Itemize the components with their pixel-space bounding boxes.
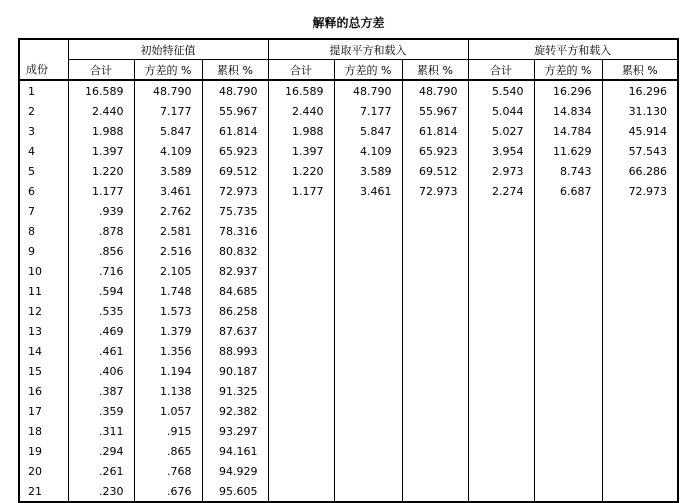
table-cell — [468, 221, 534, 241]
table-cell: .261 — [68, 461, 134, 481]
component-number: 11 — [28, 284, 42, 298]
table-cell — [268, 481, 334, 502]
table-cell — [334, 241, 402, 261]
table-cell — [534, 321, 602, 341]
table-cell: 2.516 — [134, 241, 202, 261]
table-cell — [268, 441, 334, 461]
table-cell — [402, 401, 468, 421]
table-cell — [534, 421, 602, 441]
table-cell — [402, 481, 468, 502]
group-header-rotation-loadings: 旋转平方和载入 — [468, 39, 678, 60]
table-cell — [602, 481, 678, 502]
table-cell — [468, 261, 534, 281]
table-cell: .294 — [68, 441, 134, 461]
component-number: 3 — [28, 124, 35, 138]
table-row — [19, 281, 678, 301]
table-cell: .311 — [68, 421, 134, 441]
table-cell: .856 — [68, 241, 134, 261]
table-cell: 5.027 — [468, 121, 534, 141]
table-cell — [268, 421, 334, 441]
table-cell — [402, 381, 468, 401]
table-cell — [468, 241, 534, 261]
table-cell — [334, 481, 402, 502]
table-cell — [468, 381, 534, 401]
table-cell — [534, 361, 602, 381]
component-number: 2 — [28, 104, 35, 118]
table-cell — [602, 321, 678, 341]
table-cell — [534, 261, 602, 281]
table-cell — [268, 401, 334, 421]
table-cell — [402, 281, 468, 301]
table-cell: 92.382 — [202, 401, 268, 421]
table-cell: 6.687 — [534, 181, 602, 201]
table-cell: 1.138 — [134, 381, 202, 401]
table-cell: 5.847 — [334, 121, 402, 141]
component-number: 1 — [28, 84, 35, 98]
table-cell — [468, 461, 534, 481]
table-cell — [468, 341, 534, 361]
table-cell: .878 — [68, 221, 134, 241]
table-row — [19, 201, 678, 221]
component-number: 10 — [28, 264, 42, 278]
component-number: 18 — [28, 424, 42, 438]
table-cell: 69.512 — [202, 161, 268, 181]
table-cell — [468, 301, 534, 321]
table-cell — [602, 341, 678, 361]
table-cell: 1.748 — [134, 281, 202, 301]
table-cell: 86.258 — [202, 301, 268, 321]
component-number: 5 — [28, 164, 35, 178]
component-number: 13 — [28, 324, 42, 338]
table-cell — [402, 461, 468, 481]
table-cell: 94.161 — [202, 441, 268, 461]
table-cell: 94.929 — [202, 461, 268, 481]
table-cell — [534, 461, 602, 481]
table-cell — [468, 361, 534, 381]
component-number: 21 — [28, 484, 42, 498]
table-cell — [268, 241, 334, 261]
table-cell: 1.194 — [134, 361, 202, 381]
table-cell — [402, 421, 468, 441]
table-cell — [268, 281, 334, 301]
table-cell — [602, 201, 678, 221]
table-cell: 45.914 — [602, 121, 678, 141]
table-row — [19, 481, 678, 502]
table-row — [19, 241, 678, 261]
table-cell: 5.847 — [134, 121, 202, 141]
table-cell: 1.220 — [68, 161, 134, 181]
table-cell: 2.440 — [68, 101, 134, 121]
table-cell — [534, 341, 602, 361]
col-header-cumulative-pct: 累积 % — [202, 60, 268, 81]
table-row — [19, 321, 678, 341]
table-cell: 66.286 — [602, 161, 678, 181]
col-header-variance-pct: 方差的 % — [334, 60, 402, 81]
table-cell — [268, 321, 334, 341]
table-cell: 84.685 — [202, 281, 268, 301]
table-cell — [602, 381, 678, 401]
table-cell — [268, 381, 334, 401]
table-cell — [602, 421, 678, 441]
table-cell: 14.784 — [534, 121, 602, 141]
table-cell: 1.177 — [268, 181, 334, 201]
col-header-total: 合计 — [268, 60, 334, 81]
table-cell: 7.177 — [134, 101, 202, 121]
table-cell: 3.589 — [334, 161, 402, 181]
table-cell — [334, 361, 402, 381]
table-cell — [602, 281, 678, 301]
table-cell: 7.177 — [334, 101, 402, 121]
component-number: 17 — [28, 404, 42, 418]
component-number: 16 — [28, 384, 42, 398]
table-cell: 88.993 — [202, 341, 268, 361]
total-variance-table — [18, 38, 679, 503]
table-cell: 69.512 — [402, 161, 468, 181]
table-cell — [534, 381, 602, 401]
table-cell: .359 — [68, 401, 134, 421]
component-number: 6 — [28, 184, 35, 198]
table-cell: 78.316 — [202, 221, 268, 241]
table-cell: 16.296 — [534, 80, 602, 101]
table-cell: .535 — [68, 301, 134, 321]
table-cell — [334, 401, 402, 421]
table-cell: 14.834 — [534, 101, 602, 121]
table-cell: 3.954 — [468, 141, 534, 161]
table-cell — [334, 281, 402, 301]
table-cell — [534, 281, 602, 301]
table-row — [19, 181, 678, 201]
table-cell — [268, 461, 334, 481]
table-cell — [468, 441, 534, 461]
table-cell: 4.109 — [334, 141, 402, 161]
table-cell — [602, 461, 678, 481]
component-number: 9 — [28, 244, 35, 258]
table-cell — [268, 261, 334, 281]
table-cell: 61.814 — [202, 121, 268, 141]
col-header-cumulative-pct: 累积 % — [602, 60, 678, 81]
table-cell — [334, 381, 402, 401]
table-body — [19, 80, 678, 502]
table-cell: 1.356 — [134, 341, 202, 361]
table-title: 解释的总方差 — [312, 16, 385, 30]
table-cell — [402, 441, 468, 461]
table-cell: 1.397 — [68, 141, 134, 161]
table-cell: 4.109 — [134, 141, 202, 161]
table-cell: 2.581 — [134, 221, 202, 241]
table-row — [19, 301, 678, 321]
table-row — [19, 421, 678, 441]
table-row — [19, 361, 678, 381]
table-cell — [402, 221, 468, 241]
table-cell: 90.187 — [202, 361, 268, 381]
table-cell: 5.540 — [468, 80, 534, 101]
table-cell: 1.379 — [134, 321, 202, 341]
table-cell: 3.589 — [134, 161, 202, 181]
table-cell — [402, 261, 468, 281]
table-cell: 48.790 — [402, 80, 468, 101]
table-cell — [402, 241, 468, 261]
table-cell — [468, 421, 534, 441]
col-header-cumulative-pct: 累积 % — [402, 60, 468, 81]
table-cell: 16.589 — [268, 80, 334, 101]
table-cell — [534, 241, 602, 261]
table-cell — [534, 481, 602, 502]
table-cell: .461 — [68, 341, 134, 361]
table-cell — [534, 441, 602, 461]
component-number: 14 — [28, 344, 42, 358]
table-cell — [534, 401, 602, 421]
table-cell: 91.325 — [202, 381, 268, 401]
table-cell — [334, 441, 402, 461]
table-cell: 31.130 — [602, 101, 678, 121]
table-cell: 55.967 — [402, 101, 468, 121]
table-cell: 5.044 — [468, 101, 534, 121]
table-cell: 1.177 — [68, 181, 134, 201]
table-cell: 55.967 — [202, 101, 268, 121]
table-cell — [468, 321, 534, 341]
table-cell — [334, 321, 402, 341]
table-cell — [402, 341, 468, 361]
table-cell: 80.832 — [202, 241, 268, 261]
table-cell — [268, 301, 334, 321]
table-cell: 72.973 — [602, 181, 678, 201]
table-cell — [534, 221, 602, 241]
table-row — [19, 161, 678, 181]
table-cell — [602, 261, 678, 281]
table-cell: .939 — [68, 201, 134, 221]
table-cell — [268, 221, 334, 241]
group-header-initial-eigenvalues: 初始特征值 — [68, 39, 268, 60]
table-cell — [602, 241, 678, 261]
table-row — [19, 80, 678, 101]
table-cell: 48.790 — [134, 80, 202, 101]
table-row — [19, 401, 678, 421]
table-cell — [334, 201, 402, 221]
table-cell: 87.637 — [202, 321, 268, 341]
table-cell: .768 — [134, 461, 202, 481]
table-row — [19, 121, 678, 141]
table-cell: 93.297 — [202, 421, 268, 441]
table-cell: .594 — [68, 281, 134, 301]
table-cell: 72.973 — [402, 181, 468, 201]
table-cell — [334, 301, 402, 321]
table-cell: .387 — [68, 381, 134, 401]
component-header: 成份 — [19, 39, 68, 80]
table-cell: 2.762 — [134, 201, 202, 221]
table-cell: 1.220 — [268, 161, 334, 181]
table-cell: 48.790 — [202, 80, 268, 101]
table-cell — [402, 361, 468, 381]
table-cell — [268, 361, 334, 381]
table-cell — [468, 201, 534, 221]
table-cell: 95.605 — [202, 481, 268, 502]
table-cell: 1.988 — [268, 121, 334, 141]
table-cell: 82.937 — [202, 261, 268, 281]
table-cell: .915 — [134, 421, 202, 441]
component-number: 12 — [28, 304, 42, 318]
table-cell — [602, 221, 678, 241]
table-cell: 11.629 — [534, 141, 602, 161]
table-cell — [602, 301, 678, 321]
table-cell: .716 — [68, 261, 134, 281]
table-cell — [402, 321, 468, 341]
table-cell: .865 — [134, 441, 202, 461]
table-cell: 1.573 — [134, 301, 202, 321]
table-cell: 2.973 — [468, 161, 534, 181]
table-cell: 2.274 — [468, 181, 534, 201]
component-number: 8 — [28, 224, 35, 238]
col-header-variance-pct: 方差的 % — [534, 60, 602, 81]
table-row — [19, 461, 678, 481]
table-cell: .230 — [68, 481, 134, 502]
table-cell — [334, 341, 402, 361]
table-cell: 3.461 — [134, 181, 202, 201]
component-number: 19 — [28, 444, 42, 458]
table-cell: 2.440 — [268, 101, 334, 121]
table-cell — [602, 401, 678, 421]
table-cell: 57.543 — [602, 141, 678, 161]
table-cell: 48.790 — [334, 80, 402, 101]
table-cell — [402, 301, 468, 321]
table-cell — [334, 461, 402, 481]
table-row — [19, 341, 678, 361]
table-cell — [468, 281, 534, 301]
table-cell — [468, 481, 534, 502]
table-cell: 2.105 — [134, 261, 202, 281]
table-row — [19, 141, 678, 161]
table-row — [19, 381, 678, 401]
table-cell: 1.057 — [134, 401, 202, 421]
table-cell: 65.923 — [402, 141, 468, 161]
component-number: 20 — [28, 464, 42, 478]
table-cell — [602, 441, 678, 461]
table-cell: .469 — [68, 321, 134, 341]
table-cell: 8.743 — [534, 161, 602, 181]
total-variance-table-frame — [10, 8, 687, 496]
table-cell — [334, 221, 402, 241]
table-cell: 65.923 — [202, 141, 268, 161]
table-cell: 1.988 — [68, 121, 134, 141]
component-number: 15 — [28, 364, 42, 378]
table-cell — [268, 341, 334, 361]
col-header-total: 合计 — [468, 60, 534, 81]
col-header-variance-pct: 方差的 % — [134, 60, 202, 81]
table-cell: .406 — [68, 361, 134, 381]
table-cell: 1.397 — [268, 141, 334, 161]
table-cell: 75.735 — [202, 201, 268, 221]
table-cell — [534, 201, 602, 221]
table-cell — [468, 401, 534, 421]
component-number: 4 — [28, 144, 35, 158]
table-cell: .676 — [134, 481, 202, 502]
table-cell — [334, 421, 402, 441]
table-cell — [534, 301, 602, 321]
table-row — [19, 221, 678, 241]
table-cell: 16.589 — [68, 80, 134, 101]
group-header-extraction-loadings: 提取平方和载入 — [268, 39, 468, 60]
table-cell — [402, 201, 468, 221]
table-cell: 16.296 — [602, 80, 678, 101]
component-number: 7 — [28, 204, 35, 218]
table-cell: 72.973 — [202, 181, 268, 201]
table-cell: 61.814 — [402, 121, 468, 141]
table-cell: 3.461 — [334, 181, 402, 201]
table-row — [19, 261, 678, 281]
table-cell — [334, 261, 402, 281]
table-row — [19, 101, 678, 121]
table-row — [19, 441, 678, 461]
table-cell — [602, 361, 678, 381]
col-header-total: 合计 — [68, 60, 134, 81]
table-cell — [268, 201, 334, 221]
